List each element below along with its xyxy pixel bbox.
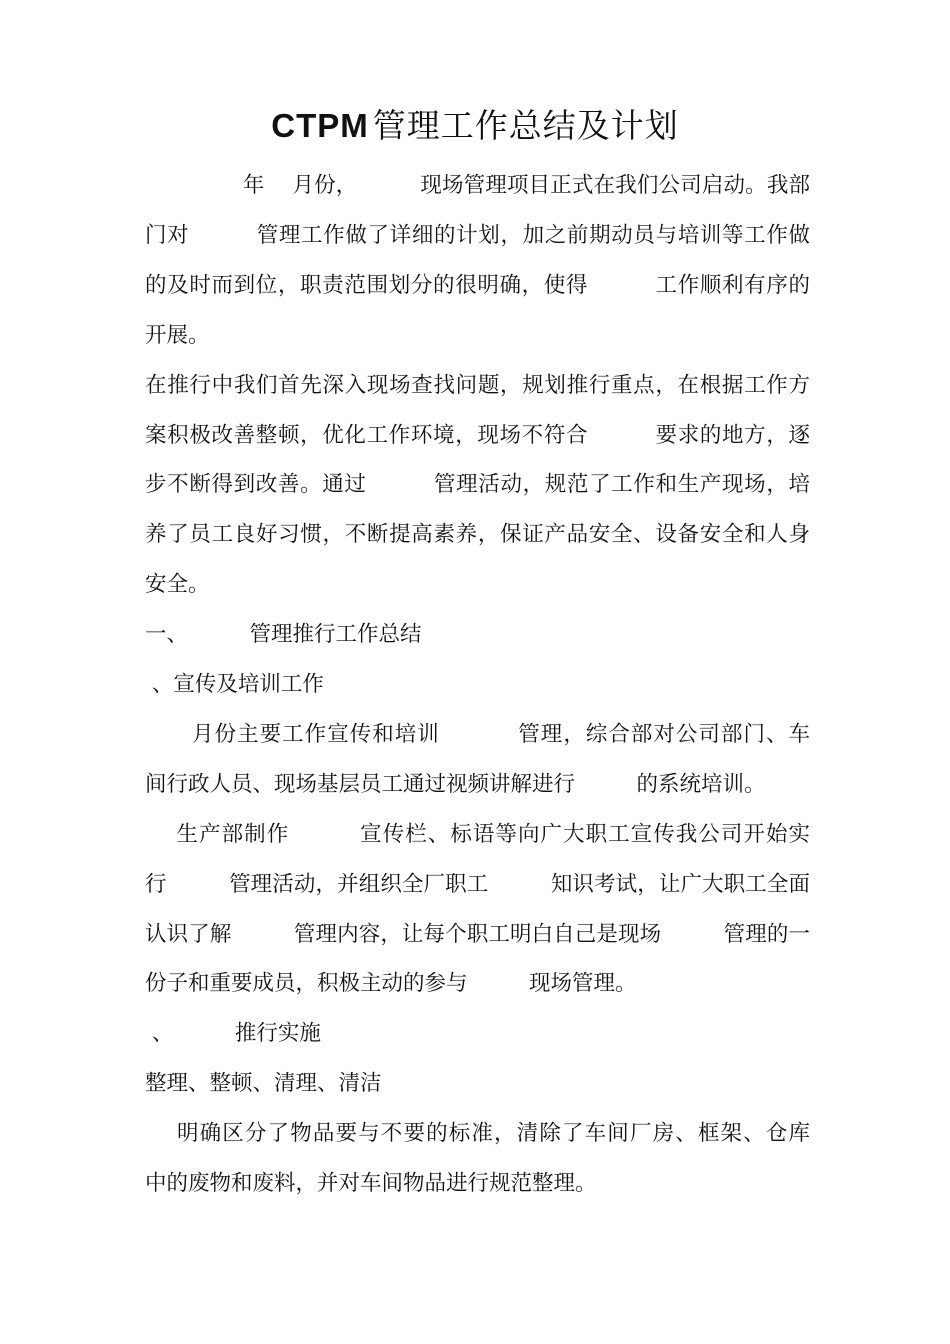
title-latin: CTPM	[271, 107, 369, 144]
text-line: 行 管理活动，并组织全厂职工 知识考试，让广大职工全面	[145, 872, 810, 897]
text-line: 月份主要工作宣传和培训 管理，综合部对公司部门、车	[145, 722, 810, 747]
text-line: 明确区分了物品要与不要的标准，清除了车间厂房、框架、仓库	[145, 1121, 810, 1146]
text-line: 养了员工良好习惯，不断提高素养，保证产品安全、设备安全和人身	[145, 522, 810, 547]
text-line: 开展。	[145, 323, 210, 348]
text-line: 的及时而到位，职责范围划分的很明确，使得 工作顺利有序的	[145, 273, 810, 298]
text-line: 一、 管理推行工作总结	[145, 622, 422, 647]
title-cjk: 管理工作总结及计划	[372, 106, 679, 145]
text-line: 认识了解 管理内容，让每个职工明白自己是现场 管理的一	[145, 922, 810, 947]
text-line: 年 月份， 现场管理项目正式在我们公司启动。我部	[145, 173, 810, 198]
text-line: 门对 管理工作做了详细的计划，加之前期动员与培训等工作做	[145, 223, 810, 248]
text-line: 、宣传及培训工作	[145, 672, 324, 697]
text-line: 、 推行实施	[145, 1021, 321, 1046]
text-line: 在推行中我们首先深入现场查找问题，规划推行重点，在根据工作方	[145, 373, 810, 398]
text-line: 安全。	[145, 572, 210, 597]
page-title	[0, 104, 950, 148]
text-line: 生产部制作 宣传栏、标语等向广大职工宣传我公司开始实	[145, 822, 810, 847]
text-line: 间行政人员、现场基层员工通过视频讲解进行 的系统培训。	[145, 772, 766, 797]
text-line: 整理、整顿、清理、清洁	[145, 1071, 382, 1096]
text-line: 案积极改善整顿，优化工作环境，现场不符合 要求的地方，逐	[145, 423, 810, 448]
text-line: 中的废物和废料，并对车间物品进行规范整理。	[145, 1171, 597, 1196]
text-line: 步不断得到改善。通过 管理活动，规范了工作和生产现场，培	[145, 472, 810, 497]
text-line: 份子和重要成员，积极主动的参与 现场管理。	[145, 971, 637, 996]
